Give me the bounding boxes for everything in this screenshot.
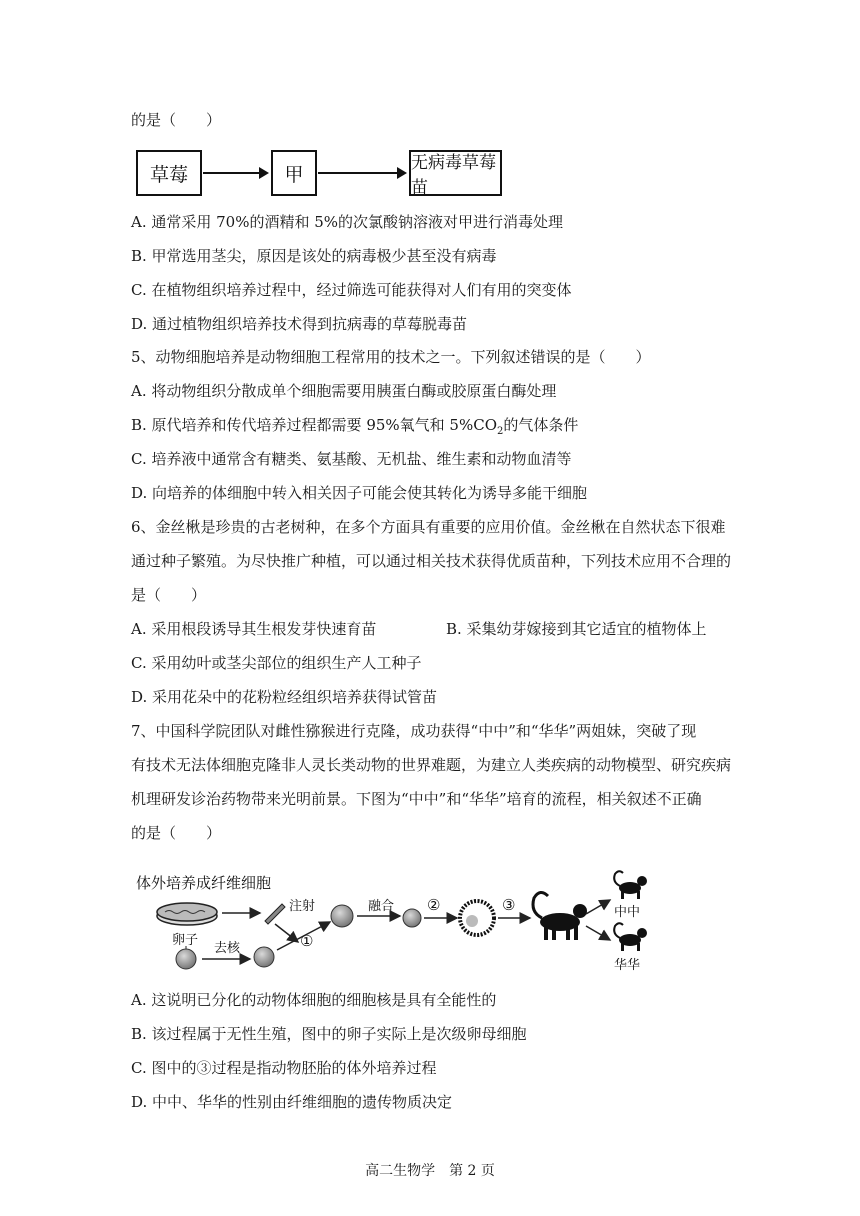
arrow-2 bbox=[318, 172, 405, 174]
q5-stem: 5、动物细胞培养是动物细胞工程常用的技术之一。下列叙述错误的是（ ） bbox=[131, 348, 651, 366]
injection-needle-icon bbox=[265, 904, 285, 924]
q6-stem-line2: 通过种子繁殖。为尽快推广种植，可以通过相关技术获得优质苗种，下列技术应用不合理的 bbox=[131, 552, 732, 570]
arrow-inject bbox=[275, 924, 298, 942]
q5-option-b: B. 原代培养和传代培养过程都需要 95%氧气和 $5\%CO_2$的气体条件 bbox=[131, 416, 579, 437]
q7-stem-line1: 7、中国科学院团队对雌性猕猴进行克隆，成功获得“中中”和“华华”两姐妹，突破了现 bbox=[131, 722, 697, 740]
reconstructed-cell-icon bbox=[331, 905, 353, 927]
q4-option-d: D. 通过植物组织培养技术得到抗病毒的草莓脱毒苗 bbox=[131, 315, 468, 333]
q7-stem-line3: 机理研发诊治药物带来光明前景。下图为“中中”和“华华”培育的流程，相关叙述不正确 bbox=[131, 790, 702, 808]
label-culture: 体外培养成纤维细胞 bbox=[136, 875, 272, 892]
q7-option-a: A. 这说明已分化的动物体细胞的细胞核是具有全能性的 bbox=[131, 991, 497, 1009]
embryo-icon bbox=[460, 901, 494, 935]
arrow-1 bbox=[203, 172, 267, 174]
q4-option-b: B. 甲常选用茎尖，原因是该处的病毒极少甚至没有病毒 bbox=[131, 247, 497, 265]
q6-stem-line1: 6、金丝楸是珍贵的古老树种，在多个方面具有重要的应用价值。金丝楸在自然状态下很难 bbox=[131, 518, 726, 536]
egg-cell-icon bbox=[176, 949, 196, 969]
label-fuse: 融合 bbox=[368, 898, 395, 913]
enucleated-egg-icon bbox=[254, 947, 274, 967]
q7-stem-line4: 的是（ ） bbox=[131, 824, 222, 842]
monkey-huahua-icon bbox=[614, 923, 647, 951]
q6-stem-line3: 是（ ） bbox=[131, 586, 207, 604]
q5-option-d: D. 向培养的体细胞中转入相关因子可能会使其转化为诱导多能干细胞 bbox=[131, 484, 588, 502]
arrow-to-zz bbox=[586, 900, 610, 914]
q6-option-b: B. 采集幼芽嫁接到其它适宜的植物体上 bbox=[446, 620, 707, 638]
label-egg: 卵子 bbox=[172, 932, 199, 947]
q6-option-d: D. 采用花朵中的花粉粒经组织培养获得试管苗 bbox=[131, 688, 438, 706]
monkey-zhongzhong-icon bbox=[614, 871, 647, 899]
label-inject: 注射 bbox=[289, 898, 316, 913]
box-virus-free-seedling: 无病毒草莓苗 bbox=[409, 150, 502, 196]
q7-option-b: B. 该过程属于无性生殖，图中的卵子实际上是次级卵母细胞 bbox=[131, 1025, 527, 1043]
label-huahua: 华华 bbox=[614, 957, 641, 972]
q6-option-a: A. 采用根段诱导其生根发芽快速育苗 bbox=[131, 620, 377, 638]
q4-option-c: C. 在植物组织培养过程中，经过筛选可能获得对人们有用的突变体 bbox=[131, 281, 572, 299]
q4-stem-end: 的是（ ） bbox=[131, 111, 222, 129]
label-step2: ② bbox=[427, 897, 441, 914]
q7-option-d: D. 中中、华华的性别由纤维细胞的遗传物质决定 bbox=[131, 1093, 453, 1111]
q7-stem-line2: 有技术无法体细胞克隆非人灵长类动物的世界难题，为建立人类疾病的动物模型、研究疾病 bbox=[131, 756, 732, 774]
q6-option-c: C. 采用幼叶或茎尖部位的组织生产人工种子 bbox=[131, 654, 422, 672]
petri-dish-icon bbox=[157, 903, 217, 925]
q4-option-a: A. 通常采用 70%的酒精和 5%的次氯酸钠溶液对甲进行消毒处理 bbox=[131, 213, 564, 231]
page-footer: 高二生物学 第 2 页 bbox=[365, 1163, 495, 1179]
q5-option-c: C. 培养液中通常含有糖类、氨基酸、无机盐、维生素和动物血清等 bbox=[131, 450, 572, 468]
box-jia: 甲 bbox=[271, 150, 317, 196]
surrogate-monkey-icon bbox=[533, 892, 587, 940]
cloning-flow-figure bbox=[132, 866, 672, 976]
q5-option-a: A. 将动物组织分散成单个细胞需要用胰蛋白酶或胶原蛋白酶处理 bbox=[131, 382, 557, 400]
q7-option-c: C. 图中的③过程是指动物胚胎的体外培养过程 bbox=[131, 1059, 437, 1077]
label-step3: ③ bbox=[502, 897, 516, 914]
fused-cell-icon bbox=[403, 909, 421, 927]
box-strawberry: 草莓 bbox=[136, 150, 202, 196]
label-zhongzhong: 中中 bbox=[614, 904, 641, 919]
arrow-to-hh bbox=[586, 926, 610, 940]
label-step1: ① bbox=[300, 933, 314, 950]
label-enucleate: 去核 bbox=[214, 940, 241, 955]
